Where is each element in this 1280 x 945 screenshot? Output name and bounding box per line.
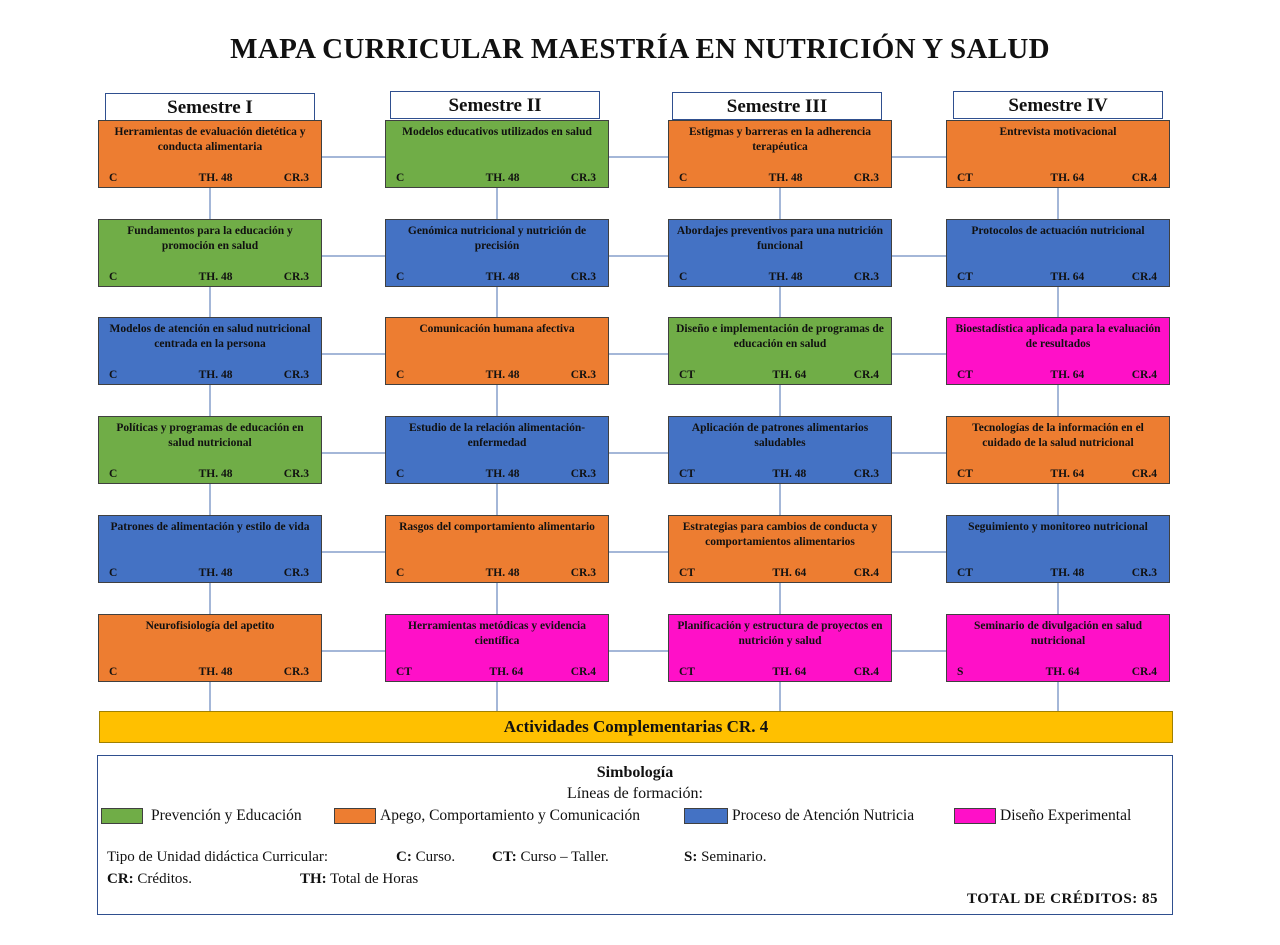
- course-meta: [109, 369, 309, 381]
- course-box: [98, 120, 322, 188]
- course-credits: CR.3: [570, 172, 596, 184]
- legend-item-blue: [684, 806, 914, 826]
- course-box: [668, 317, 892, 385]
- course-meta: [957, 369, 1157, 381]
- course-credits: CR.3: [570, 468, 596, 480]
- course-type: C: [109, 468, 118, 480]
- course-type: C: [396, 172, 405, 184]
- semester-header: Semestre III: [672, 92, 882, 120]
- course-meta: [396, 369, 596, 381]
- course-credits: CR.3: [853, 172, 879, 184]
- course-name: Diseño e implementación de programas de educación en salud: [676, 323, 884, 350]
- course-meta: [396, 271, 596, 283]
- legend-swatch: [684, 808, 728, 824]
- legend-swatch: [101, 808, 143, 824]
- course-credits: CR.3: [283, 369, 309, 381]
- course-name: Planificación y estructura de proyectos en nutrición y salud: [677, 620, 883, 647]
- course-type: CT: [957, 468, 973, 480]
- course-name: Estudio de la relación alimentación-enfermedad: [408, 422, 586, 449]
- course-box: [668, 416, 892, 484]
- course-meta: [396, 468, 596, 480]
- course-meta: [679, 567, 879, 579]
- course-name: Bioestadística aplicada para la evaluación de resultados: [955, 323, 1161, 350]
- course-type: S: [957, 666, 964, 678]
- key-curso-taller: [492, 849, 609, 866]
- course-meta: [679, 468, 879, 480]
- course-credits: CR.3: [853, 468, 879, 480]
- course-hours: TH. 64: [1050, 369, 1085, 381]
- course-hours: TH. 48: [198, 271, 233, 283]
- course-credits: CR.4: [1131, 666, 1157, 678]
- key-code: S:: [684, 849, 698, 865]
- course-hours: TH. 48: [485, 369, 520, 381]
- course-hours: TH. 48: [485, 468, 520, 480]
- course-box: [946, 515, 1170, 583]
- course-hours: TH. 48: [198, 468, 233, 480]
- course-type: C: [396, 468, 405, 480]
- course-name: Abordajes preventivos para una nutrición funcional: [676, 225, 884, 252]
- activities-bar: Actividades Complementarias CR. 4: [99, 711, 1173, 743]
- course-meta: [679, 369, 879, 381]
- course-box: [946, 120, 1170, 188]
- legend-label: Apego, Comportamiento y Comunicación: [380, 807, 641, 824]
- course-box: [385, 120, 609, 188]
- key-curso: [396, 849, 455, 866]
- course-meta: [957, 468, 1157, 480]
- course-meta: [109, 666, 309, 678]
- course-meta: [679, 271, 879, 283]
- course-box: [98, 317, 322, 385]
- course-meta: [109, 567, 309, 579]
- course-hours: TH. 48: [198, 567, 233, 579]
- course-credits: CR.4: [1131, 369, 1157, 381]
- course-box: [946, 416, 1170, 484]
- legend-item-magenta: [954, 806, 1131, 826]
- course-name: Herramientas metódicas y evidencia científica: [408, 620, 586, 647]
- legend-box: [97, 755, 1173, 915]
- semester-header: Semestre IV: [953, 91, 1163, 119]
- course-name: Neurofisiología del apetito: [145, 620, 275, 632]
- key-value: Total de Horas: [330, 871, 419, 887]
- page-title: MAPA CURRICULAR MAESTRÍA EN NUTRICIÓN Y SALUD: [230, 33, 1050, 65]
- legend-item-green: [101, 806, 302, 826]
- course-box: [946, 219, 1170, 287]
- course-credits: CR.4: [853, 666, 879, 678]
- legend-title: Simbología: [596, 764, 674, 781]
- course-name: Estigmas y barreras en la adherencia terapéutica: [689, 126, 871, 153]
- course-type: CT: [957, 369, 973, 381]
- course-box: [385, 219, 609, 287]
- legend-label: Prevención y Educación: [151, 807, 302, 824]
- course-box: [385, 416, 609, 484]
- course-credits: CR.3: [283, 567, 309, 579]
- course-name: Genómica nutricional y nutrición de precisión: [407, 225, 587, 252]
- course-name: Rasgos del comportamiento alimentario: [399, 521, 595, 533]
- course-type: CT: [396, 666, 412, 678]
- course-type: C: [396, 567, 405, 579]
- course-box: [946, 317, 1170, 385]
- unit-type-label: Tipo de Unidad didáctica Curricular:: [107, 849, 329, 865]
- course-credits: CR.3: [283, 468, 309, 480]
- course-name: Políticas y programas de educación en salud nutricional: [116, 422, 304, 449]
- course-name: Estrategias para cambios de conducta y comportamientos alimentarios: [682, 521, 878, 548]
- key-creditos: [107, 871, 192, 888]
- course-meta: [109, 271, 309, 283]
- course-box: [98, 416, 322, 484]
- course-credits: CR.3: [283, 666, 309, 678]
- legend-label: Diseño Experimental: [1000, 807, 1132, 824]
- course-hours: TH. 64: [772, 369, 807, 381]
- course-hours: TH. 48: [485, 172, 520, 184]
- course-meta: [396, 567, 596, 579]
- course-meta: [396, 172, 596, 184]
- course-type: C: [396, 369, 405, 381]
- course-hours: TH. 64: [1050, 271, 1085, 283]
- course-credits: CR.4: [1131, 468, 1157, 480]
- course-name: Entrevista motivacional: [999, 126, 1117, 138]
- legend-item-orange: [334, 806, 640, 826]
- course-type: C: [109, 369, 118, 381]
- course-box: [668, 515, 892, 583]
- course-meta: [109, 468, 309, 480]
- course-name: Modelos educativos utilizados en salud: [402, 126, 592, 138]
- course-hours: TH. 48: [198, 369, 233, 381]
- course-hours: TH. 64: [489, 666, 524, 678]
- course-box: [385, 317, 609, 385]
- course-type: CT: [957, 271, 973, 283]
- course-credits: CR.3: [1131, 567, 1157, 579]
- course-hours: TH. 64: [772, 666, 807, 678]
- course-hours: TH. 48: [772, 468, 807, 480]
- course-type: C: [109, 567, 118, 579]
- course-name: Aplicación de patrones alimentarios saludables: [691, 422, 869, 449]
- key-value: Créditos.: [137, 871, 193, 887]
- course-box: [946, 614, 1170, 682]
- course-name: Seguimiento y monitoreo nutricional: [968, 521, 1148, 533]
- course-meta: [109, 172, 309, 184]
- course-meta: [679, 666, 879, 678]
- course-box: [98, 515, 322, 583]
- course-meta: [957, 666, 1157, 678]
- course-box: [98, 219, 322, 287]
- course-name: Modelos de atención en salud nutricional centrada en la persona: [109, 323, 311, 350]
- course-type: CT: [679, 468, 695, 480]
- course-type: C: [109, 666, 118, 678]
- course-type: CT: [679, 369, 695, 381]
- course-credits: CR.4: [853, 567, 879, 579]
- course-credits: CR.4: [570, 666, 596, 678]
- course-credits: CR.3: [283, 271, 309, 283]
- legend-swatch: [334, 808, 376, 824]
- course-hours: TH. 48: [768, 271, 803, 283]
- course-box: [668, 614, 892, 682]
- course-box: [668, 120, 892, 188]
- key-code: C:: [396, 849, 412, 865]
- course-box: [98, 614, 322, 682]
- legend-label: Proceso de Atención Nutricia: [732, 807, 915, 824]
- key-value: Curso – Taller.: [520, 849, 609, 865]
- course-type: C: [396, 271, 405, 283]
- course-box: [385, 614, 609, 682]
- semester-header: Semestre II: [390, 91, 600, 119]
- course-credits: CR.3: [570, 369, 596, 381]
- course-name: Comunicación humana afectiva: [419, 323, 575, 335]
- key-code: CR:: [107, 871, 134, 887]
- course-type: CT: [957, 172, 973, 184]
- key-code: TH:: [300, 871, 327, 887]
- course-type: C: [679, 172, 688, 184]
- course-credits: CR.3: [570, 567, 596, 579]
- course-meta: [957, 567, 1157, 579]
- course-type: C: [679, 271, 688, 283]
- course-hours: TH. 64: [772, 567, 807, 579]
- course-box: [385, 515, 609, 583]
- course-credits: CR.4: [1131, 271, 1157, 283]
- course-type: C: [109, 271, 118, 283]
- course-type: C: [109, 172, 118, 184]
- course-hours: TH. 64: [1045, 666, 1080, 678]
- key-value: Curso.: [415, 849, 456, 865]
- course-box: [668, 219, 892, 287]
- course-name: Herramientas de evaluación dietética y conducta alimentaria: [114, 126, 306, 153]
- course-credits: CR.4: [853, 369, 879, 381]
- course-name: Tecnologías de la información en el cuidado de la salud nutricional: [972, 422, 1144, 449]
- total-credits: TOTAL DE CRÉDITOS: 85: [967, 891, 1158, 907]
- course-name: Patrones de alimentación y estilo de vida: [110, 521, 310, 533]
- course-type: CT: [957, 567, 973, 579]
- key-horas: [300, 871, 418, 888]
- course-hours: TH. 48: [485, 271, 520, 283]
- course-meta: [396, 666, 596, 678]
- key-value: Seminario.: [701, 849, 767, 865]
- course-meta: [679, 172, 879, 184]
- course-type: CT: [679, 666, 695, 678]
- course-hours: TH. 64: [1050, 468, 1085, 480]
- legend-subtitle: Líneas de formación:: [567, 785, 703, 802]
- semester-header: Semestre I: [105, 93, 315, 121]
- course-hours: TH. 48: [1050, 567, 1085, 579]
- course-meta: [957, 271, 1157, 283]
- course-credits: CR.3: [283, 172, 309, 184]
- course-hours: TH. 48: [198, 666, 233, 678]
- course-name: Fundamentos para la educación y promoción en salud: [127, 225, 293, 252]
- course-hours: TH. 48: [768, 172, 803, 184]
- key-code: CT:: [492, 849, 517, 865]
- course-meta: [957, 172, 1157, 184]
- course-name: Protocolos de actuación nutricional: [971, 225, 1145, 237]
- key-seminario: [684, 849, 767, 866]
- course-hours: TH. 64: [1050, 172, 1085, 184]
- course-credits: CR.3: [853, 271, 879, 283]
- course-hours: TH. 48: [198, 172, 233, 184]
- legend-swatch: [954, 808, 996, 824]
- course-credits: CR.3: [570, 271, 596, 283]
- course-type: CT: [679, 567, 695, 579]
- course-name: Seminario de divulgación en salud nutricional: [973, 620, 1143, 647]
- course-hours: TH. 48: [485, 567, 520, 579]
- course-credits: CR.4: [1131, 172, 1157, 184]
